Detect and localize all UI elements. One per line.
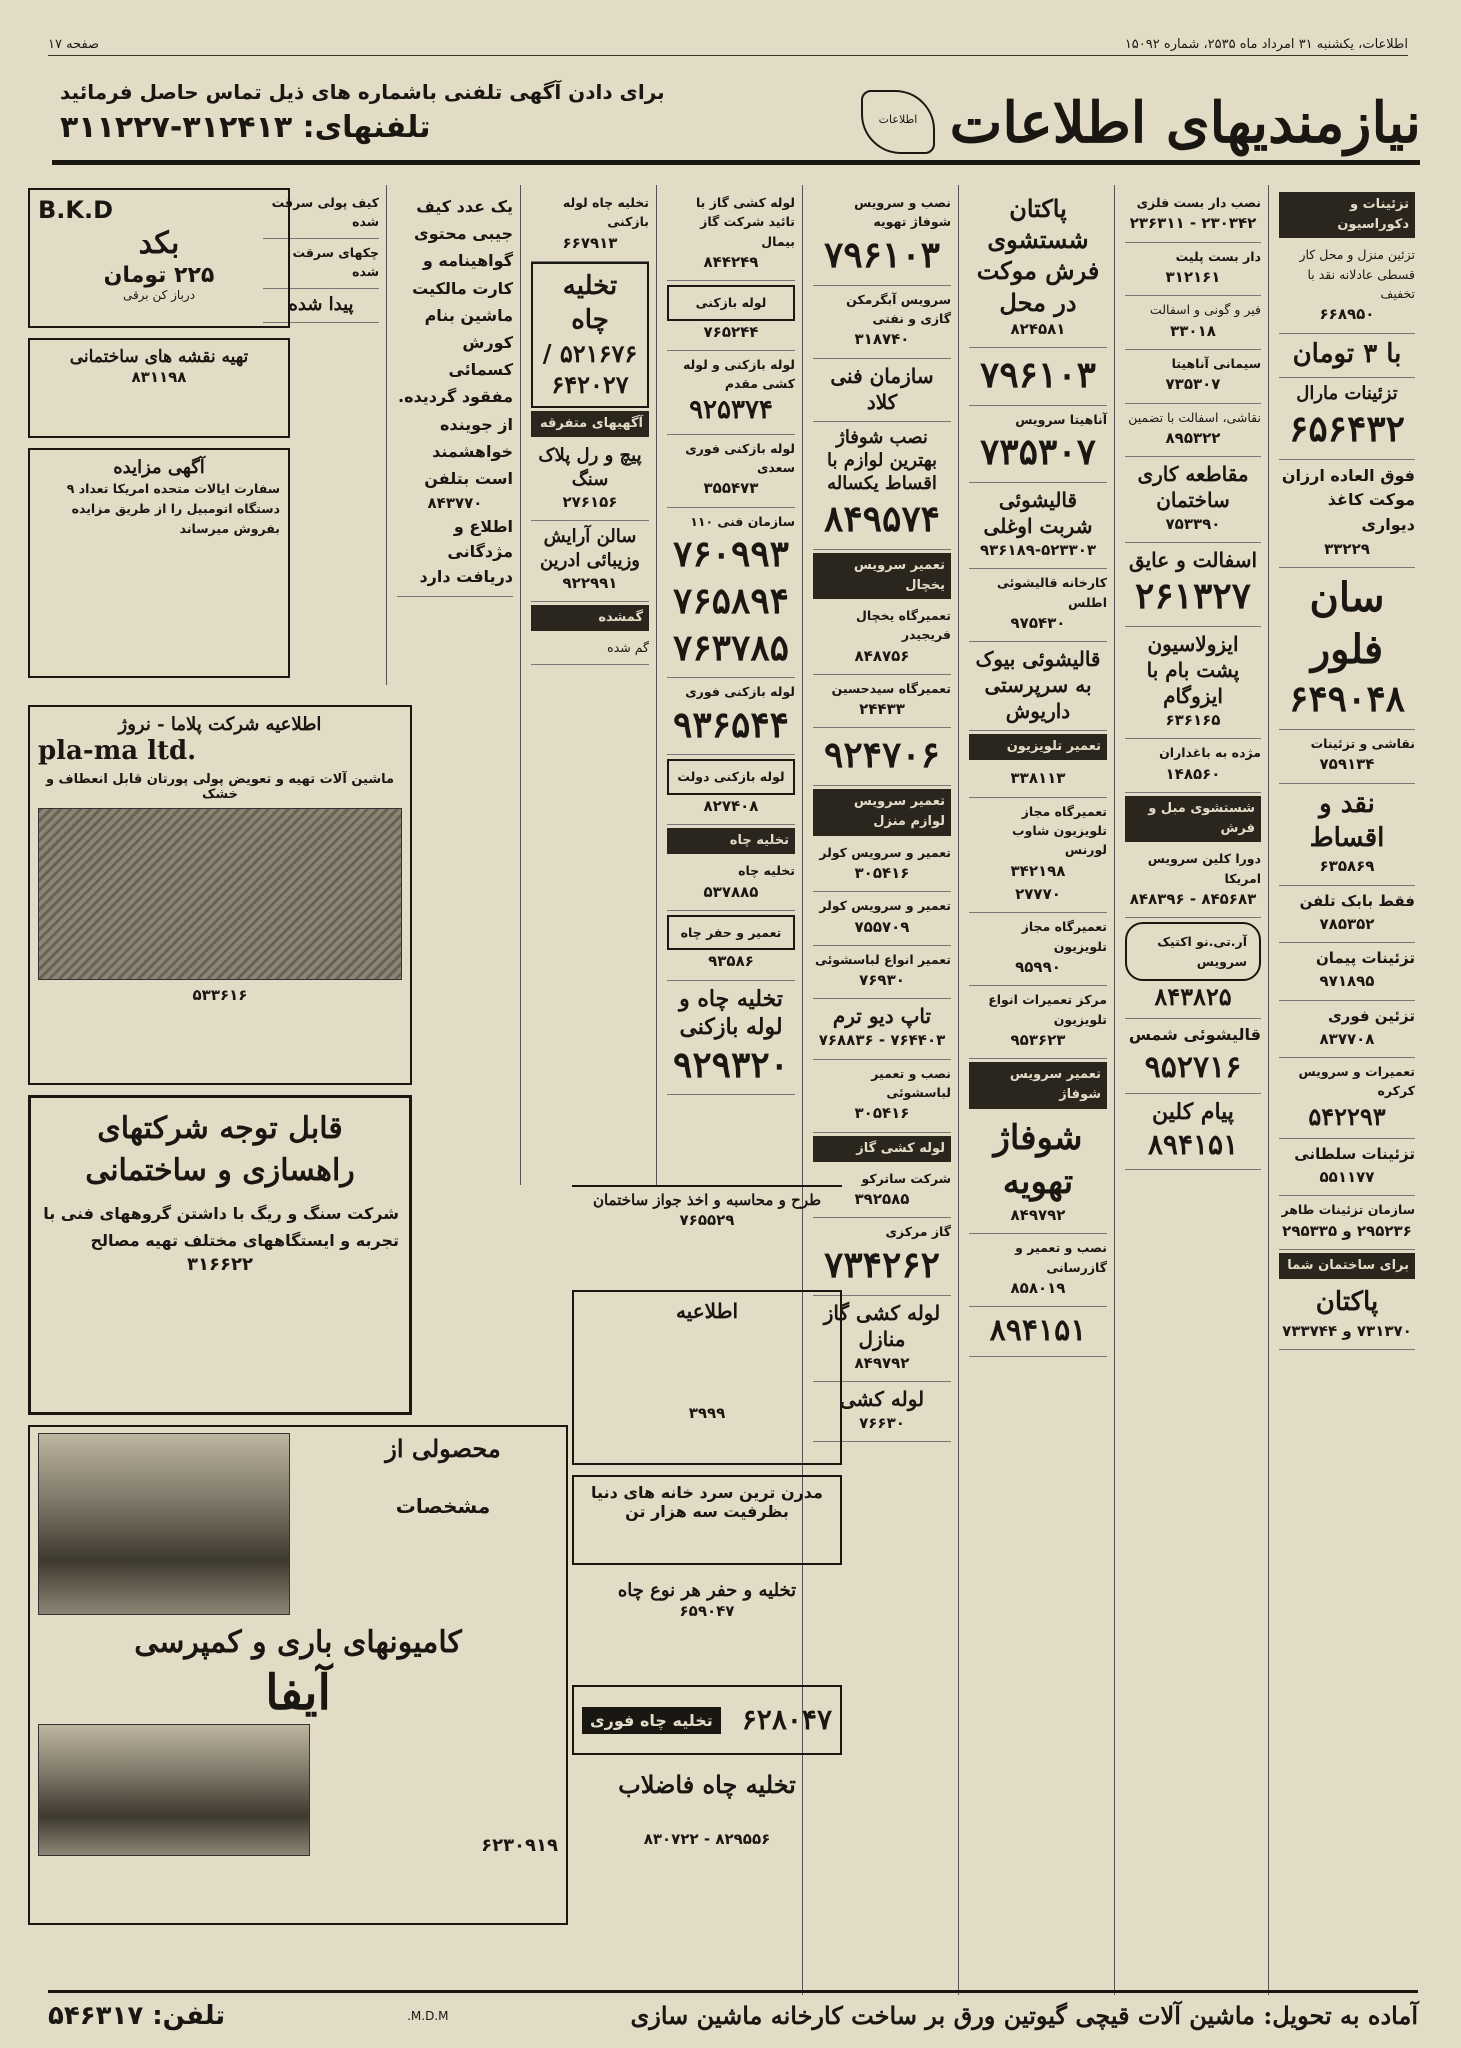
- ad-text: لوله کشی گاز با تائید شرکت گاز بیمال: [695, 195, 795, 249]
- ad-phone: ۶۵۹۰۴۷: [679, 1602, 735, 1621]
- ad-phone: ۸۹۴۱۵۱: [989, 1313, 1087, 1349]
- design-ad: [572, 1185, 842, 1280]
- ad-text: تزئینات پیمان: [1315, 949, 1415, 968]
- column-divider: [520, 185, 521, 1185]
- ad-title: تخلیه چاه و لوله بازکنی: [679, 985, 783, 1041]
- ad-text: فقط بابک تلفن: [1299, 891, 1415, 910]
- ad-phone: ۸۵۸۰۱۹: [1010, 1278, 1066, 1297]
- ad-text: تخلیه چاه لوله بازکنی: [562, 195, 649, 230]
- ad-phone: ۷۸۵۳۵۲: [1319, 914, 1375, 933]
- ad-text: لوله بازکنی دولت: [667, 759, 795, 794]
- ad-phone: ۶۳۵۸۶۹: [1319, 857, 1375, 876]
- ad-text: نصب و تعمیر لباسشوئی: [871, 1065, 951, 1100]
- ad-title: لوله کشی گاز منازل: [823, 1300, 941, 1351]
- section-header: تعمیر سرویس شوفاژ: [969, 1062, 1107, 1108]
- ad-text: تخلیه چاه: [738, 863, 795, 879]
- cold-storage-ad: [572, 1475, 842, 1565]
- ad-phone: ۵۴۲۲۹۳: [1308, 1101, 1386, 1131]
- ad-phone: ۷۹۶۱۰۳: [823, 233, 940, 276]
- ad-title: اطلاعیه: [675, 1299, 739, 1323]
- ad-phone: ۲۳۰۳۴۲ - ۲۳۶۳۱۱: [1129, 214, 1257, 233]
- ad-text: تزئینات سلطانی: [1294, 1144, 1415, 1163]
- ad-title: تخلیه چاه فوری: [582, 1707, 721, 1734]
- ad-text: آناهیتا سرویس: [1015, 411, 1107, 427]
- ad-title: سان فلور: [1309, 574, 1385, 674]
- column-1: [1273, 185, 1421, 2005]
- ad-title: قالیشوئی بیوک به سرپرستی داریوش: [975, 647, 1101, 724]
- section-header: شستشوی مبل و فرش: [1125, 796, 1261, 842]
- ad-sub: بظرفیت سه هزار تن: [625, 1502, 789, 1521]
- plama-ad: [28, 705, 412, 1085]
- column-6: [525, 185, 655, 1185]
- ad-text: چکهای سرقت شده: [292, 244, 379, 280]
- ad-title: تهیه نقشه های ساختمانی: [69, 347, 249, 367]
- ad-phone: ۶۳۶۱۶۵: [1165, 711, 1221, 730]
- mozayede-ad: [28, 448, 290, 678]
- ad-title: مدرن ترین سرد خانه های دنیا: [591, 1483, 823, 1502]
- ad-text: آر.تی.نو اکتیک سرویس: [1125, 922, 1261, 981]
- ad-phone: ۹۳۵۸۶: [708, 952, 754, 971]
- ad-phone: ۸۴۹۷۹۲: [854, 1353, 910, 1372]
- ad-phone: ۸۴۳۸۲۵: [1154, 982, 1232, 1012]
- page-number: صفحه ۱۷: [48, 37, 100, 52]
- ad-text: نصب دار بست فلزی: [1136, 195, 1261, 210]
- ad-phone: ۳۱۶۶۲۲: [187, 1254, 253, 1276]
- section-header: تزئینات و دکوراسیون: [1279, 192, 1415, 238]
- ifa-tag: محصولی از: [385, 1434, 501, 1463]
- ad-title: آگهی مزایده: [113, 457, 205, 478]
- ad-text: کارخانه قالیشوئی اطلس: [996, 575, 1107, 610]
- ad-phone: ۳۴۲۱۹۸: [1010, 861, 1066, 880]
- ad-phone: ۹۷۱۸۹۵: [1319, 972, 1375, 991]
- ad-phone: ۷۵۵۷۰۹: [854, 917, 910, 936]
- ad-phone: ۷۵۳۳۹۰: [1165, 515, 1221, 534]
- ad-phone: ۷۶۶۳۰: [859, 1413, 905, 1432]
- ad-text: سازمان فنی ۱۱۰: [690, 513, 795, 529]
- ad-text: گم شده: [607, 640, 649, 656]
- ad-text: دورا کلین سرویس امریکا: [1147, 851, 1261, 886]
- section-header: برای ساختمان شما: [1279, 1253, 1415, 1279]
- ad-text: تعمیر و سرویس کولر: [819, 844, 951, 860]
- ad-phone: ۲۷۶۱۵۶: [562, 492, 618, 511]
- ad-phone: ۳۱۲۱۶۱: [1165, 268, 1221, 286]
- masthead: [821, 78, 1421, 168]
- ad-phone: ۸۲۴۵۸۱: [1010, 319, 1066, 338]
- ad-phone: ۸۴۳۷۷۰: [427, 494, 483, 513]
- ad-title: لوله کشی: [839, 1386, 925, 1411]
- contact-banner: [60, 80, 740, 160]
- ad-text: مژده به باغداران: [1159, 745, 1261, 761]
- ad-title: تخلیه و حفر هر نوع چاه: [617, 1580, 797, 1601]
- ad-phone: ۲۷۷۷۰: [1015, 884, 1061, 903]
- ad-title: پاکتان شستشوی فرش موکت در محل: [976, 194, 1100, 317]
- ad-phone: ۳۳۸۱۱۳: [1010, 769, 1066, 788]
- issue-header: [48, 34, 1408, 56]
- column-divider: [656, 185, 657, 1185]
- ad-phone: ۶۶۸۹۵۰: [1319, 305, 1375, 324]
- ad-phone: ۹۲۹۳۲۰: [672, 1043, 789, 1086]
- ad-title: قالیشوئی شربت اوغلی: [983, 487, 1093, 538]
- machine-photo: [38, 808, 402, 980]
- ad-phone: ۶۵۶۴۳۲: [1288, 407, 1405, 450]
- ad-phone: ۸۳۷۷۰۸: [1319, 1029, 1375, 1048]
- masthead-rule: [52, 160, 1420, 165]
- ad-phone: ۷۳۵۳۰۷: [979, 431, 1096, 474]
- footer-banner: [48, 1990, 1418, 2038]
- ad-phone: ۹۵۹۹۰: [1015, 957, 1061, 976]
- ad-phone: ۸۲۷۴۰۸: [703, 796, 759, 815]
- section-header: لوله کشی گاز: [813, 1136, 951, 1162]
- ad-phone: ۹۲۴۷۰۶: [823, 734, 940, 777]
- ad-text: لوله بازکنی: [667, 285, 795, 320]
- ad-title: تاپ دیو ترم: [832, 1004, 932, 1029]
- section-header: تعمیر سرویس لوازم منزل: [813, 789, 951, 835]
- truck-photo-2: [38, 1724, 310, 1856]
- ad-phone: ۸۹۴۱۵۱: [1147, 1127, 1239, 1161]
- ad-title: نقد و اقساط: [1309, 788, 1385, 853]
- well-ad: [572, 1575, 842, 1675]
- ad-phone: ۵۲۱۶۷۶ / ۶۴۲۰۲۷: [542, 338, 638, 399]
- ad-text: تعمیرات و سرویس کرکره: [1298, 1064, 1415, 1099]
- bkd-price: ۲۲۵ تومان: [103, 263, 215, 288]
- ad-phone: ۵۵۱۱۷۷: [1319, 1168, 1375, 1187]
- ad-title: اطلاعیه شرکت پلاما - نروژ: [118, 714, 322, 735]
- ad-phone: ۹۵۳۶۲۳: [1010, 1030, 1066, 1049]
- ad-text: نقاشی و تزئینات: [1310, 736, 1415, 752]
- ad-phone: ۷۹۶۱۰۳: [979, 354, 1096, 396]
- masthead-title: نیازمندیهای اطلاعات: [949, 90, 1421, 156]
- ad-phone: ۷۶۴۴۰۳ - ۷۶۸۸۳۶: [818, 1031, 946, 1050]
- ad-phone: ۸۴۹۵۷۴: [823, 497, 940, 540]
- ad-text: تعمیر و حفر چاه: [667, 915, 795, 950]
- ad-text: قالیشوئی شمس: [1128, 1025, 1261, 1045]
- plama-brand: pla-ma ltd.: [38, 736, 197, 767]
- ad-text: لوله بازکنی و لوله کشی مقدم: [682, 357, 795, 392]
- ad-title: تزئینات مارال: [1296, 383, 1398, 405]
- ad-title: پیدا شده: [288, 293, 354, 315]
- rahsazi-ad: [28, 1095, 412, 1415]
- column-3: [963, 185, 1113, 2005]
- section-header: گمشده: [531, 605, 649, 631]
- column-2: [1119, 185, 1267, 2005]
- ad-phone: ۳۰۵۴۱۶: [854, 1104, 910, 1123]
- ad-phone: ۹۳۶۵۴۴: [672, 703, 789, 746]
- truck-photo: [38, 1433, 290, 1615]
- footer-line: آماده به تحویل: ماشین آلات قیچی گیوتین ورق بر ساخت کارخانه ماشین سازی: [630, 2001, 1418, 2030]
- ad-phone: ۶۴۹۰۴۸: [1288, 678, 1405, 721]
- ad-text: تعمیر و سرویس کولر: [819, 898, 951, 914]
- ad-phone: ۷۶۵۵۲۹: [679, 1210, 735, 1229]
- ad-title: نصب شوفاژ بهترین لوازم با اقساط یکساله: [826, 426, 938, 495]
- section-header: تعمیر سرویس یخچال: [813, 553, 951, 599]
- ad-phone: ۷۶۵۲۴۴: [703, 322, 759, 341]
- ad-text: سازمان تزئینات طاهر: [1281, 1202, 1415, 1218]
- section-header: آگهیهای متفرقه: [531, 411, 649, 437]
- ad-text: نقاشی، اسفالت با تضمین: [1128, 409, 1261, 425]
- column-divider: [386, 185, 387, 685]
- ad-title: مقاطعه کاری ساختمان: [1137, 462, 1249, 513]
- ad-body: ماشین آلات تهیه و تعویض پولی پورتان قابل انعطاف و خشک: [45, 772, 395, 803]
- ad-text: مرکز تعمیرات انواع تلویزیون: [988, 992, 1107, 1027]
- ad-body: سفارت ایالات متحده امریکا تعداد ۹ دستگاه اتومبیل را از طریق مزایده بفروش میرساند: [66, 481, 280, 537]
- ad-phone: ۹۲۵۳۷۴: [689, 394, 773, 425]
- ad-phone: ۳۱۸۷۴۰: [854, 330, 910, 349]
- ad-text: لوله بازکنی فوری: [685, 684, 795, 700]
- ad-phone: ۳۳۲۲۹: [1324, 540, 1370, 559]
- column-divider: [1114, 185, 1115, 1995]
- ad-text: گاز مرکزی: [885, 1224, 951, 1240]
- ad-phone: ۸۴۵۶۸۳ - ۸۴۸۳۹۶: [1129, 890, 1257, 909]
- bkd-sub: درباز کن برقی: [122, 288, 196, 302]
- ad-phone: ۳۳۰۱۸: [1170, 321, 1216, 340]
- column-divider: [958, 185, 959, 1995]
- ad-text: کیف پولی سرقت شده: [271, 195, 379, 230]
- issue-line: اطلاعات، یکشنبه ۳۱ امرداد ماه ۲۵۳۵، شماره ۱۵۰۹۲: [1124, 37, 1408, 52]
- ad-text: تزئین منزل و محل کار قسطی عادلانه نقد با تخفیف: [1299, 247, 1415, 302]
- column-divider: [1268, 185, 1269, 1995]
- ad-phone: ۹۵۲۷۱۶: [1144, 1050, 1242, 1086]
- ad-text: تعمیرگاه یخچال فریجیدر: [856, 607, 951, 643]
- ad-phone: ۶۲۸۰۴۷: [741, 1702, 832, 1736]
- ad-phone: ۸۲۹۵۵۶ - ۸۳۰۷۲۲: [643, 1830, 771, 1849]
- ad-phone: ۳۵۵۴۷۳: [703, 479, 759, 498]
- ad-phone: ۹۳۶۱۸۹-۵۲۳۳۰۳: [979, 540, 1097, 559]
- section-header: تعمیر تلویزیون: [969, 734, 1107, 760]
- ad-phone: ۸۴۹۷۹۲: [1010, 1205, 1066, 1224]
- ad-phone: ۲۴۴۳۳: [859, 700, 905, 719]
- bkd-ad: [28, 188, 290, 328]
- ad-phone: ۷۶۹۳۰: [859, 971, 905, 990]
- ad-phone: ۵۳۳۶۱۶: [192, 986, 248, 1005]
- naghsheh-ad: [28, 338, 290, 438]
- ad-text: تزئین فوری: [1327, 1006, 1415, 1025]
- ad-phone: ۸۳۱۱۹۸: [131, 368, 187, 387]
- ad-text: تعمیرگاه سیدحسین: [831, 680, 951, 696]
- notice-ad: [572, 1290, 842, 1465]
- ad-phone: ۲۶۱۳۲۷: [1134, 575, 1251, 618]
- ifa-specs: مشخصات: [395, 1494, 491, 1519]
- ifa-ad: [28, 1425, 568, 1925]
- ad-phone: ۷۶۰۹۹۳: [672, 532, 789, 575]
- ad-text: نصب و تعمیر و گازرسانی: [1015, 1240, 1107, 1275]
- bkd-name: بکد: [138, 226, 180, 261]
- ad-title: با ۳ تومان: [1292, 338, 1402, 369]
- ad-text: لوله بازکنی فوری سعدی: [685, 440, 795, 475]
- ifa-brand: آیفا: [265, 1665, 331, 1721]
- ad-phone: ۲۹۵۲۳۶ و ۲۹۵۳۳۵: [1282, 1221, 1412, 1240]
- ad-text: یک عدد کیف جیبی محتوی گواهینامه و کارت مالکیت ماشین بنام کورش کسمائی مفقود گردیده. از جوینده خواهشمند است بتلفن: [398, 197, 513, 488]
- contact-line: برای دادن آگهی تلفنی باشماره های ذیل تماس حاصل فرمائید: [60, 80, 665, 104]
- bkd-title: B.K.D: [38, 196, 114, 224]
- section-header: تخلیه چاه: [667, 828, 795, 854]
- ad-phone: ۶۶۷۹۱۳: [562, 233, 618, 252]
- ad-phone: ۷۳۱۳۷۰ و ۷۳۳۷۴۴: [1282, 1322, 1412, 1341]
- column-5: [661, 185, 801, 1185]
- ad-text: تعمیر انواع لباسشوئی: [814, 951, 951, 967]
- ad-phone: ۷۵۹۱۳۴: [1319, 755, 1375, 774]
- ad-title: تخلیه چاه: [562, 271, 618, 335]
- ad-text: فیر و گونی و اسفالت: [1149, 302, 1261, 318]
- ad-text: سرویس آبگرمکن گازی و نفتی: [846, 291, 951, 326]
- ad-text: اطلاع و مژدگانی دریافت دارد: [419, 517, 513, 586]
- sewage-ad: [572, 1765, 842, 1895]
- ad-phone: ۱۴۸۵۶۰: [1165, 764, 1221, 783]
- contact-phones: تلفنهای: ۳۱۲۴۱۳-۳۱۱۲۲۷: [60, 110, 431, 145]
- ad-phone: ۷۶۳۷۸۵: [672, 626, 789, 669]
- ad-body: شرکت سنگ و ریگ با داشتن گروههای فنی با تجربه و ایستگاههای مختلف تهیه مصالح: [43, 1204, 399, 1251]
- ad-text: شرکت ساترکو: [861, 1170, 951, 1186]
- ad-title: پیچ و رل پلاک سنگ: [538, 445, 642, 490]
- ad-phone: ۶۲۳۰۹۱۹: [481, 1835, 558, 1857]
- ad-phone: ۳۹۲۵۸۵: [854, 1190, 910, 1209]
- ad-text: فوق العاده ارزان موکت کاغذ دیواری: [1281, 465, 1415, 535]
- ad-title: اسفالت و عایق: [1128, 548, 1258, 573]
- ad-phone: ۷۶۵۸۹۴: [672, 579, 789, 622]
- ad-title: شوفاژ تهویه: [993, 1117, 1083, 1202]
- ad-title: تخلیه چاه فاضلاب: [618, 1770, 796, 1799]
- ad-phone: ۳۰۵۴۱۶: [854, 863, 910, 882]
- ad-phone: ۸۴۸۷۵۶: [854, 646, 910, 665]
- fast-well-ad: [572, 1685, 842, 1755]
- ad-title: پاکتان: [1315, 1287, 1379, 1318]
- ad-title: ایزولاسیون پشت بام با ایزوگام: [1146, 632, 1240, 709]
- ad-phone: ۹۷۵۴۳۰: [1010, 613, 1066, 632]
- ad-phone: ۸۴۴۲۴۹: [703, 253, 759, 272]
- ad-title: قابل توجه شرکتهای راهسازی و ساختمانی: [85, 1111, 355, 1188]
- ad-phone: ۵۳۷۸۸۵: [703, 882, 759, 901]
- ad-phone: ۷۳۵۳۰۷: [1165, 375, 1221, 394]
- ad-phone: ۷۳۴۲۶۲: [823, 1243, 940, 1286]
- ad-title: سازمان فنی کلاد: [830, 363, 934, 414]
- ad-text: تعمیرگاه مجاز تلویزیون: [1021, 919, 1107, 954]
- ad-title: پیام کلین: [1152, 1099, 1234, 1126]
- footer-phone: تلفن: ۵۴۶۳۱۷: [48, 2000, 226, 2031]
- ad-title: طرح و محاسبه و اخذ جواز ساختمان: [592, 1191, 822, 1209]
- ad-phone: ۳۹۹۹: [688, 1404, 726, 1422]
- ad-text: دار بست پلیت: [1175, 248, 1261, 264]
- footer-brand: M.D.M.: [407, 2008, 449, 2023]
- ad-title: کامیونهای باری و کمپرسی: [134, 1625, 462, 1660]
- ad-phone: ۹۲۲۹۹۱: [562, 573, 618, 592]
- ad-text: تعمیرگاه مجاز تلویزیون شاوب لورنس: [1012, 803, 1107, 858]
- ad-title: سالن آرایش وزیبائی ادرین: [539, 526, 640, 571]
- ad-text: نصب و سرویس شوفاژ تهویه: [854, 195, 951, 230]
- ad-phone: ۸۹۵۳۲۲: [1165, 428, 1221, 447]
- ad-text: سیمانی آناهیتا: [1171, 355, 1261, 371]
- masthead-logo: اطلاعات: [861, 90, 935, 154]
